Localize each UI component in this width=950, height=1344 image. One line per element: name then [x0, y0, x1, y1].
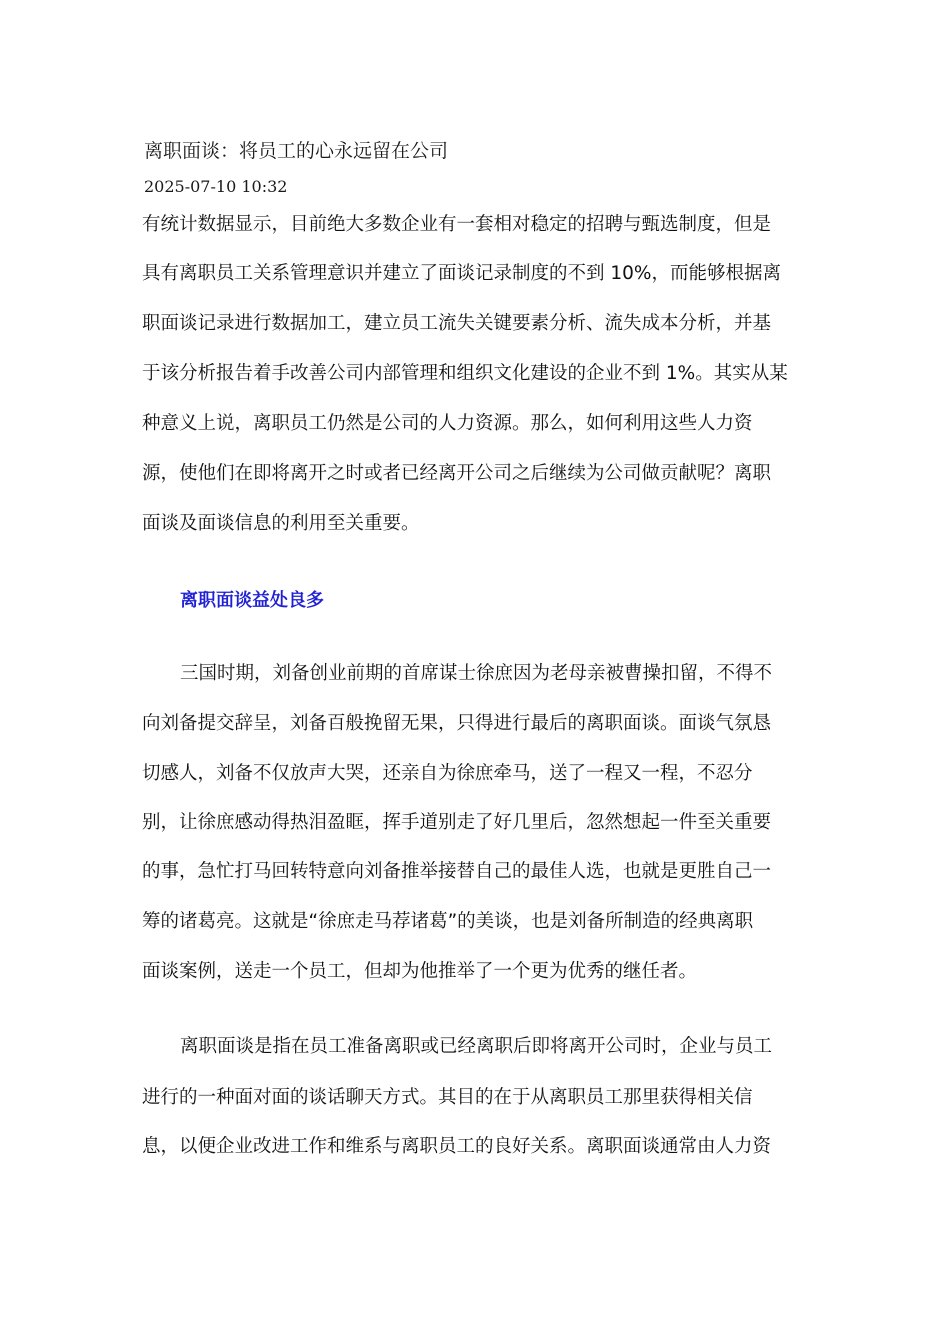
article-title: 离职面谈：将员工的心永远留在公司 [144, 140, 449, 162]
paragraph-1-line: 有统计数据显示，目前绝大多数企业有一套相对稳定的招聘与甄选制度，但是 [142, 214, 772, 235]
paragraph-3-line: 离职面谈是指在员工准备离职或已经离职后即将离开公司时，企业与员工 [180, 1036, 773, 1057]
article-date: 2025-07-10 10:32 [144, 177, 288, 196]
paragraph-1-line: 职面谈记录进行数据加工，建立员工流失关键要素分析、流失成本分析，并基 [142, 313, 772, 334]
paragraph-2-line: 的事，急忙打马回转特意向刘备推举接替自己的最佳人选，也就是更胜自己一 [142, 861, 772, 882]
section-heading: 离职面谈益处良多 [180, 590, 324, 611]
paragraph-1-line: 面谈及面谈信息的利用至关重要。 [142, 513, 420, 534]
paragraph-1-line: 源，使他们在即将离开之时或者已经离开公司之后继续为公司做贡献呢？离职 [142, 463, 772, 484]
paragraph-3-line: 进行的一种面对面的谈话聊天方式。其目的在于从离职员工那里获得相关信 [142, 1087, 753, 1108]
paragraph-2-line: 别，让徐庶感动得热泪盈眶，挥手道别走了好几里后，忽然想起一件至关重要 [142, 812, 772, 833]
paragraph-2-line: 三国时期，刘备创业前期的首席谋士徐庶因为老母亲被曹操扣留，不得不 [180, 663, 773, 684]
paragraph-1-line: 具有离职员工关系管理意识并建立了面谈记录制度的不到 10%，而能够根据离 [142, 263, 782, 284]
paragraph-2-line: 向刘备提交辞呈，刘备百般挽留无果，只得进行最后的离职面谈。面谈气氛恳 [142, 713, 772, 734]
paragraph-3-line: 息，以便企业改进工作和维系与离职员工的良好关系。离职面谈通常由人力资 [142, 1136, 772, 1157]
paragraph-1-line: 种意义上说，离职员工仍然是公司的人力资源。那么，如何利用这些人力资 [142, 413, 753, 434]
paragraph-2-line: 筹的诸葛亮。这就是“徐庶走马荐诸葛”的美谈，也是刘备所制造的经典离职 [142, 911, 754, 932]
paragraph-2-line: 切感人，刘备不仅放声大哭，还亲自为徐庶牵马，送了一程又一程，不忍分 [142, 763, 753, 784]
paragraph-2-line: 面谈案例，送走一个员工，但却为他推举了一个更为优秀的继任者。 [142, 961, 698, 982]
paragraph-1-line: 于该分析报告着手改善公司内部管理和组织文化建设的企业不到 1%。其实从某 [142, 363, 788, 384]
